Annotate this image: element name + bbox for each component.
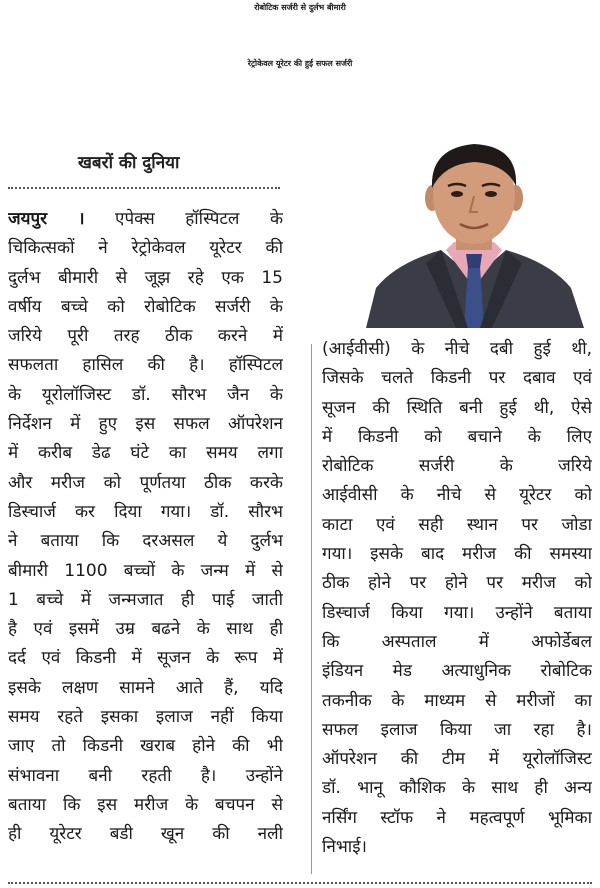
article-line: नर्सिंग स्टॉफ ने महत्वपूर्ण भूमिका bbox=[322, 807, 592, 828]
article-line: दुर्लभ बीमारी से जूझ रहे एक 15 bbox=[8, 267, 283, 288]
article-line: वर्षीय बच्चे को रोबोटिक सर्जरी के bbox=[8, 296, 283, 317]
article-line: ऑपरेशन की टीम में यूरोलॉजिस्ट bbox=[322, 749, 592, 770]
article-line: और मरीज को पूर्णतया ठीक करके bbox=[8, 472, 283, 493]
article-line: में किडनी को बचाने के लिए bbox=[322, 426, 592, 447]
article-line: चिकित्सकों ने रेट्रोकेवल यूरेटर की bbox=[8, 238, 283, 259]
article-line: सफलता हासिल की है। हॉस्पिटल bbox=[8, 355, 283, 376]
article-line: सूजन की स्थिति बनी हुई थी, ऐसे bbox=[322, 397, 592, 418]
article-line: ही यूरेटर बडी खून की नली bbox=[8, 824, 283, 845]
right-column bbox=[322, 335, 592, 862]
article-line: आईवीसी के नीचे से यूरेटर को bbox=[322, 485, 592, 506]
article-line: बताया कि इस मरीज के बचपन से bbox=[8, 794, 283, 815]
article-line: ठीक होने पर होने पर मरीज को bbox=[322, 573, 592, 594]
article-line: काटा एवं सही स्थान पर जोडा bbox=[322, 514, 592, 535]
headline-line-2: रेट्रोकेवल यूरेटर की हुई सफल सर्जरी bbox=[247, 59, 353, 68]
article-line: में करीब डेढ घंटे का समय लगा bbox=[8, 443, 283, 464]
article-line: जयपुर । एपेक्स हॉस्पिटल के bbox=[8, 209, 283, 229]
article-line: निभाई। bbox=[322, 837, 367, 858]
column-divider bbox=[311, 344, 312, 874]
article-line: (आईवीसी) के नीचे दबी हुई थी, bbox=[322, 339, 592, 359]
article-line: जिसके चलते किडनी पर दबाव एवं bbox=[322, 368, 592, 389]
article-line: रोबोटिक सर्जरी के जरिये bbox=[322, 456, 592, 477]
article-line: समय रहते इसका इलाज नहीं किया bbox=[8, 707, 283, 728]
article-line: के यूरोलॉजिस्ट डॉ. सौरभ जैन के bbox=[8, 384, 283, 405]
article-line: डॉ. भानू कौशिक के साथ ही अन्य bbox=[322, 778, 592, 799]
article-line: गया। इसके बाद मरीज की समस्या bbox=[322, 544, 592, 565]
article-line: है एवं इसमें उम्र बढने के साथ ही bbox=[8, 619, 283, 640]
article-line: संभावना बनी रहती है। उन्होंने bbox=[8, 765, 283, 786]
article-line: डिस्चार्ज किया गया। उन्होंने बताया bbox=[322, 602, 592, 623]
article-line: इसके लक्षण सामने आते हैं, यदि bbox=[8, 677, 283, 698]
reporter-photo bbox=[356, 138, 592, 328]
article-line: बीमारी 1100 बच्चों के जन्म में से bbox=[8, 560, 283, 581]
dateline: जयपुर । bbox=[8, 209, 85, 229]
article-line: सफल इलाज किया जा रहा है। bbox=[322, 719, 592, 740]
article-line: जाए तो किडनी खराब होने की भी bbox=[8, 736, 283, 757]
article-line: डिस्चार्ज कर दिया गया। डॉ. सौरभ bbox=[8, 501, 283, 522]
article-line: जरिये पूरी तरह ठीक करने में bbox=[8, 326, 283, 347]
headline-line-1: रोबोटिक सर्जरी से दुर्लभ बीमारी bbox=[254, 3, 346, 12]
byline: खबरों की दुनिया bbox=[78, 153, 180, 173]
article-line: कि अस्पताल में अफोर्डेबल bbox=[322, 631, 592, 652]
bottom-dotted-rule bbox=[8, 882, 592, 884]
byline-dotted-rule bbox=[8, 187, 280, 189]
article-line: तकनीक के माध्यम से मरीजों का bbox=[322, 690, 592, 711]
article-line: इंडियन मेड अत्याधुनिक रोबोटिक bbox=[322, 661, 592, 682]
article-line: निर्देशन में हुए इस सफल ऑपरेशन bbox=[8, 414, 283, 435]
article-line: 1 बच्चे में जन्मजात ही पाई जाती bbox=[8, 589, 283, 610]
article-line: दर्द एवं किडनी में सूजन के रूप में bbox=[8, 648, 283, 669]
left-column bbox=[8, 205, 283, 850]
portrait-illustration bbox=[356, 138, 592, 328]
article-line: ने बताया कि दरअसल ये दुर्लभ bbox=[8, 531, 283, 552]
